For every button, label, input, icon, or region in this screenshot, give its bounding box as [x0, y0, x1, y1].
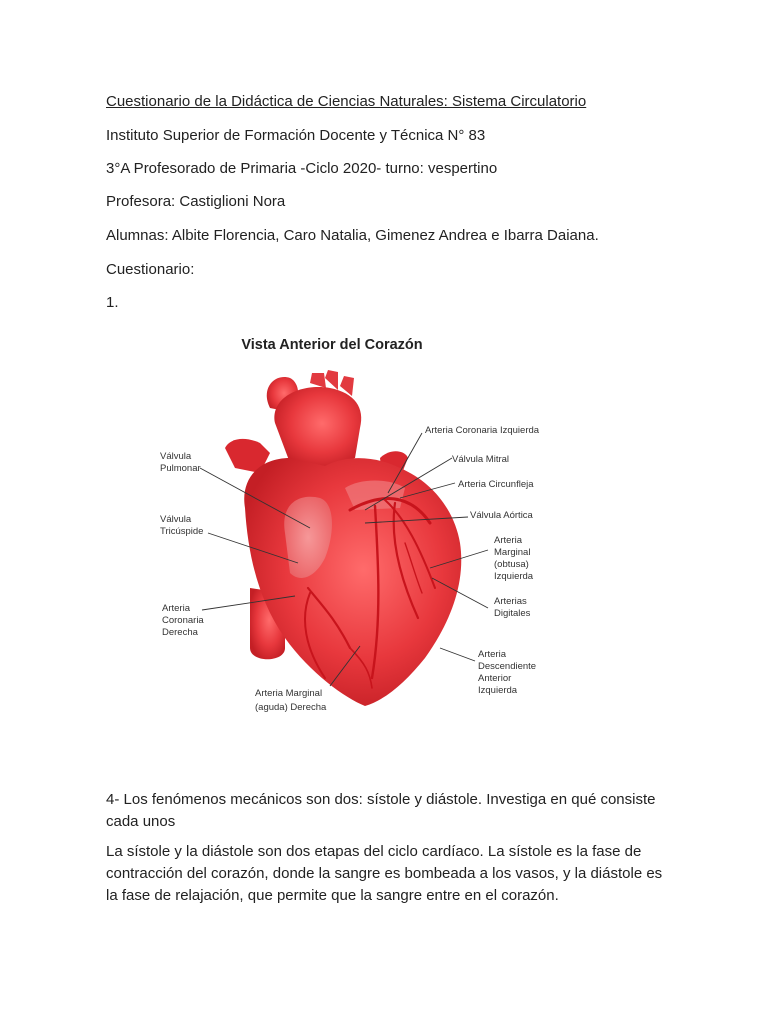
item-number: 1.: [106, 294, 119, 311]
label-valvula-pulmonar: Válvula Pulmonar: [160, 451, 201, 474]
question-4-answer: La sístole y la diástole son dos etapas del ciclo cardíaco. La sístole es la fase de contracción del corazón, donde la sangre es bombeada a los vasos, y la diástole es la fase de relajación, que permite que la sangre entre en el corazón.: [106, 843, 663, 904]
students-line: Alumnas: Albite Florencia, Caro Natalia, Gimenez Andrea e Ibarra Daiana.: [106, 227, 599, 244]
course-line: 3°A Profesorado de Primaria -Ciclo 2020- turno: vespertino: [106, 160, 498, 177]
label-arterias-digitales: Arterias Digitales: [494, 596, 531, 619]
label-arteria-marginal-izquierda: Arteria Marginal (obtusa) Izquierda: [494, 535, 534, 582]
teacher-line: Profesora: Castiglioni Nora: [106, 193, 286, 210]
question-4-prompt: 4- Los fenómenos mecánicos son dos: sístole y diástole. Investiga en qué consiste cada unos: [106, 791, 656, 830]
label-arteria-coronaria-izquierda: Arteria Coronaria Izquierda: [425, 425, 540, 436]
label-valvula-aortica: Válvula Aórtica: [470, 510, 533, 521]
section-heading: Cuestionario:: [106, 261, 195, 278]
label-arteria-circunfleja: Arteria Circunfleja: [458, 479, 534, 490]
label-arteria-coronaria-derecha: Arteria Coronaria Derecha: [162, 603, 204, 638]
document-title: Cuestionario de la Didáctica de Ciencias Naturales: Sistema Circulatorio: [106, 93, 587, 110]
diagram-title: Vista Anterior del Corazón: [241, 337, 423, 353]
label-valvula-mitral: Válvula Mitral: [452, 454, 510, 465]
label-arteria-marginal-derecha: Arteria Marginal (aguda) Derecha: [255, 688, 327, 713]
institute-line: Instituto Superior de Formación Docente y Técnica N° 83: [106, 127, 486, 144]
label-valvula-tricuspide: Válvula Tricúspide: [160, 514, 204, 537]
heart-anatomy-diagram: [150, 328, 570, 728]
label-arteria-descendiente-anterior-izquierda: Arteria Descendiente Anterior Izquierda: [478, 649, 537, 696]
